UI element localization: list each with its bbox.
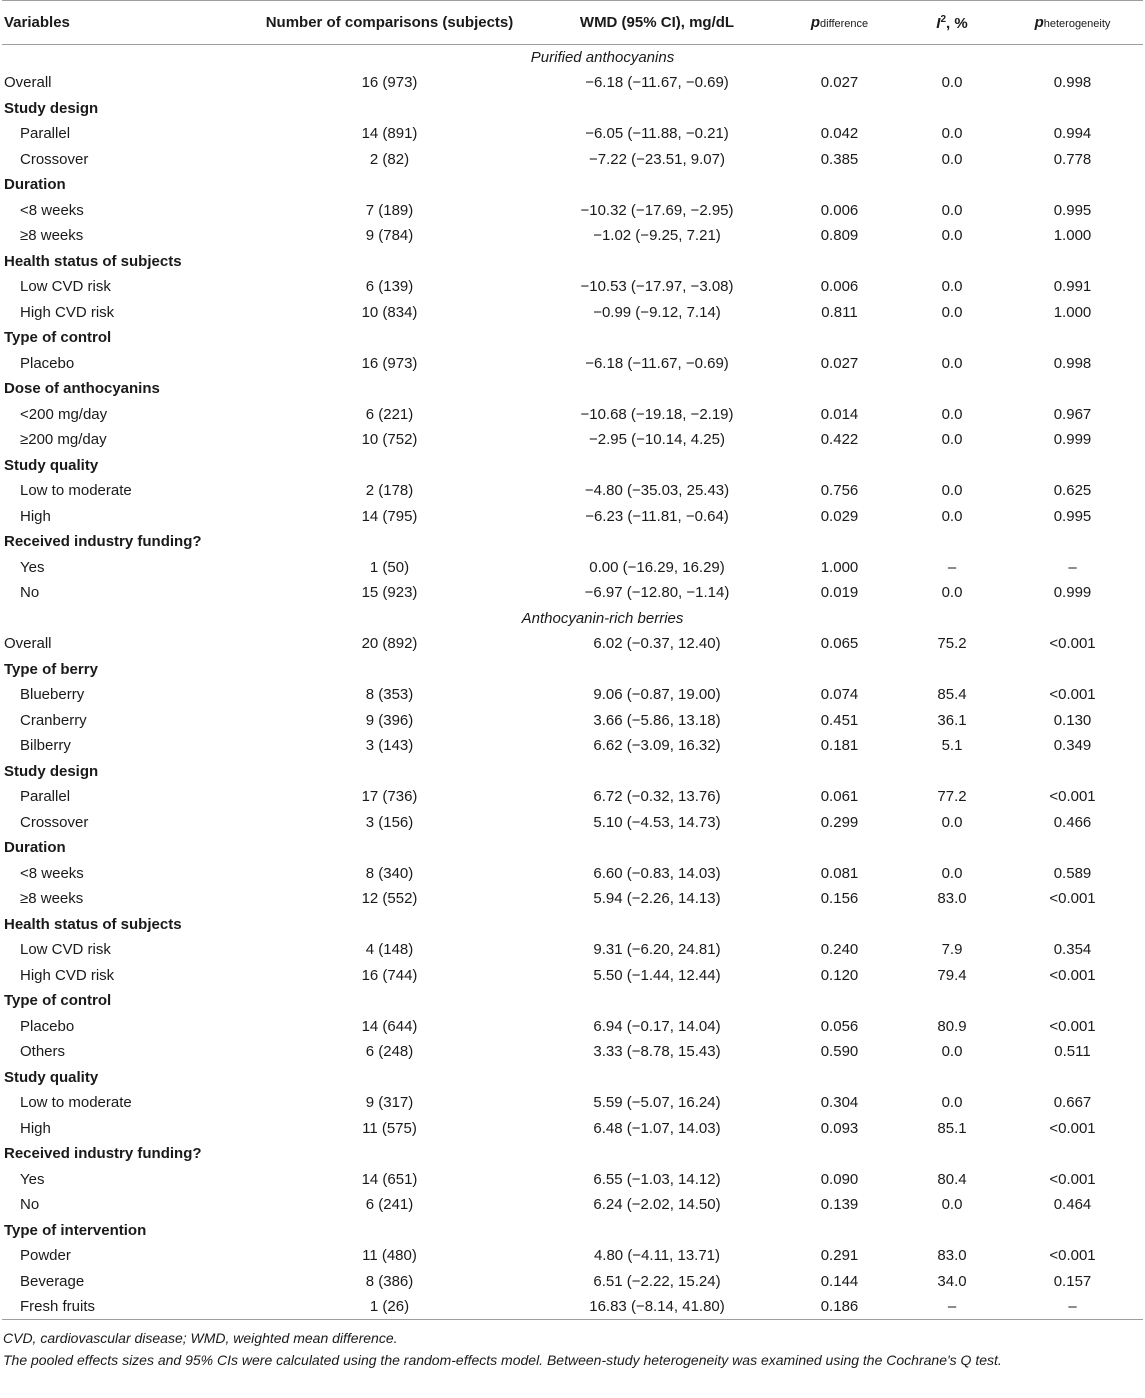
cell-i-squared: 80.9 [937, 1017, 967, 1035]
table-row [2, 478, 1143, 504]
cell-i-squared: 7.9 [941, 941, 963, 959]
cell-p-heterogeneity: 0.466 [1053, 813, 1092, 831]
cell-comparisons: 17 (736) [361, 788, 418, 806]
row-label: Yes [20, 558, 45, 576]
group-heading-row [2, 453, 1143, 479]
cell-comparisons: 9 (784) [365, 227, 414, 245]
cell-wmd: 16.83 (−8.14, 41.80) [589, 1298, 725, 1315]
group-heading-row [2, 325, 1143, 351]
cell-i-squared: 0.0 [941, 1094, 963, 1112]
cell-p-heterogeneity: 0.999 [1053, 584, 1092, 602]
cell-p-difference: 0.809 [820, 227, 859, 245]
row-label: High CVD risk [20, 303, 115, 321]
cell-p-difference: 0.090 [820, 1170, 859, 1188]
cell-wmd: −10.32 (−17.69, −2.95) [580, 201, 734, 219]
row-label: <200 mg/day [20, 405, 108, 423]
cell-p-difference: 0.061 [820, 788, 859, 806]
cell-i-squared: 80.4 [937, 1170, 967, 1188]
group-heading-row [2, 657, 1143, 683]
cell-wmd: 5.94 (−2.26, 14.13) [593, 890, 721, 908]
cell-p-difference: 0.811 [821, 303, 858, 321]
cell-comparisons: 4 (148) [365, 941, 414, 959]
row-label: Overall [4, 635, 52, 653]
row-label: Crossover [20, 150, 89, 168]
table-row [2, 631, 1143, 657]
table-row [2, 1294, 1143, 1320]
header-p-difference-subscript: difference [820, 18, 869, 30]
cell-comparisons: 6 (221) [365, 405, 414, 423]
group-heading: Received industry funding? [4, 1145, 202, 1163]
header-i-squared-superscript: 2 [940, 13, 947, 25]
cell-p-difference: 0.186 [820, 1298, 859, 1315]
cell-i-squared: 0.0 [941, 201, 963, 219]
cell-wmd: 6.94 (−0.17, 14.04) [593, 1017, 721, 1035]
cell-p-heterogeneity: – [1068, 1298, 1077, 1315]
row-label: <8 weeks [20, 201, 84, 219]
group-heading: Study quality [4, 1068, 99, 1086]
cell-p-difference: 0.056 [820, 1017, 859, 1035]
cell-wmd: 6.51 (−2.22, 15.24) [593, 1272, 721, 1290]
cell-i-squared: 85.4 [937, 686, 967, 704]
cell-comparisons: 2 (178) [365, 482, 414, 500]
cell-wmd: −6.05 (−11.88, −0.21) [585, 125, 729, 143]
header-i-squared-unit: , % [946, 14, 968, 32]
row-label: High CVD risk [20, 966, 115, 984]
table-row [2, 274, 1143, 300]
row-label: Low to moderate [20, 1094, 132, 1112]
table-row [2, 580, 1143, 606]
cell-comparisons: 8 (340) [365, 864, 414, 882]
cell-p-heterogeneity: <0.001 [1049, 890, 1096, 908]
row-label: No [20, 1196, 40, 1214]
cell-p-heterogeneity: <0.001 [1049, 966, 1096, 984]
group-heading-row [2, 912, 1143, 938]
cell-wmd: 0.00 (−16.29, 16.29) [589, 558, 725, 576]
section-heading: Anthocyanin-rich berries [521, 609, 684, 627]
cell-i-squared: 75.2 [937, 635, 967, 653]
row-label: ≥200 mg/day [20, 431, 107, 449]
header-wmd: WMD (95% CI), mg/dL [579, 14, 735, 31]
section-heading: Purified anthocyanins [530, 49, 675, 66]
cell-p-difference: 0.027 [820, 74, 859, 92]
cell-wmd: −6.23 (−11.81, −0.64) [585, 507, 729, 525]
footnote-abbreviations: CVD, cardiovascular disease; WMD, weighted mean difference. [3, 1330, 398, 1346]
cell-p-difference: 0.006 [820, 201, 859, 219]
cell-i-squared: 0.0 [941, 1043, 963, 1061]
cell-i-squared: 0.0 [941, 405, 963, 423]
cell-comparisons: 2 (82) [369, 150, 410, 168]
header-row [2, 1, 1143, 45]
cell-p-difference: 0.590 [820, 1043, 859, 1061]
cell-p-difference: 0.074 [820, 686, 859, 704]
cell-p-difference: 0.014 [820, 405, 859, 423]
cell-p-heterogeneity: 0.157 [1053, 1272, 1092, 1290]
table-row [2, 351, 1143, 377]
cell-comparisons: 14 (795) [361, 507, 418, 525]
header-p-heterogeneity [1002, 1, 1143, 45]
cell-comparisons: 6 (248) [365, 1043, 414, 1061]
row-label: Low to moderate [20, 482, 132, 500]
results-table [2, 0, 1143, 1320]
cell-p-heterogeneity: <0.001 [1049, 788, 1096, 806]
table-row [2, 1167, 1143, 1193]
cell-i-squared: 0.0 [941, 584, 963, 602]
cell-comparisons: 3 (143) [365, 737, 414, 755]
row-label: <8 weeks [20, 864, 84, 882]
cell-comparisons: 12 (552) [361, 890, 418, 908]
row-label: Crossover [20, 813, 89, 831]
cell-i-squared: 5.1 [941, 737, 963, 755]
group-heading: Dose of anthocyanins [4, 380, 160, 398]
cell-i-squared: 79.4 [937, 966, 967, 984]
cell-p-difference: 0.299 [820, 813, 859, 831]
cell-comparisons: 8 (353) [365, 686, 414, 704]
cell-comparisons: 6 (139) [365, 278, 414, 296]
cell-p-difference: 0.065 [820, 635, 859, 653]
table-row [2, 1116, 1143, 1142]
group-heading: Health status of subjects [4, 252, 182, 270]
cell-wmd: −0.99 (−9.12, 7.14) [593, 303, 721, 321]
table-row [2, 810, 1143, 836]
table-row [2, 682, 1143, 708]
group-heading: Received industry funding? [4, 533, 202, 551]
section-heading-row [2, 606, 1143, 632]
cell-p-heterogeneity: <0.001 [1049, 635, 1096, 653]
row-label: Placebo [20, 354, 75, 372]
cell-p-heterogeneity: 0.998 [1053, 74, 1092, 92]
cell-i-squared: 36.1 [937, 711, 967, 729]
cell-wmd: 4.80 (−4.11, 13.71) [593, 1247, 721, 1265]
cell-wmd: 6.60 (−0.83, 14.03) [593, 864, 721, 882]
table-row [2, 402, 1143, 428]
cell-i-squared: 0.0 [941, 227, 963, 245]
cell-wmd: 6.62 (−3.09, 16.32) [593, 737, 721, 755]
cell-p-difference: 0.042 [820, 125, 859, 143]
header-p-heterogeneity-subscript: heterogeneity [1043, 18, 1111, 30]
group-heading: Type of control [4, 329, 112, 347]
cell-p-heterogeneity: 0.778 [1053, 150, 1092, 168]
row-label: Low CVD risk [20, 941, 111, 959]
cell-p-difference: 0.144 [820, 1272, 859, 1290]
group-heading: Type of berry [4, 660, 98, 678]
row-label: Powder [20, 1247, 71, 1265]
header-comparisons: Number of comparisons (subjects) [265, 14, 514, 31]
group-heading-row [2, 988, 1143, 1014]
table-row [2, 300, 1143, 326]
cell-comparisons: 14 (644) [361, 1017, 418, 1035]
cell-i-squared: 0.0 [941, 1196, 963, 1214]
cell-p-difference: 0.139 [820, 1196, 859, 1214]
cell-comparisons: 20 (892) [361, 635, 418, 653]
cell-i-squared: – [947, 558, 957, 576]
group-heading-row [2, 835, 1143, 861]
row-label: ≥8 weeks [20, 890, 84, 908]
row-label: No [20, 584, 40, 602]
row-label: Parallel [20, 788, 71, 806]
cell-p-heterogeneity: 0.967 [1053, 405, 1092, 423]
group-heading-row [2, 759, 1143, 785]
table-header [2, 1, 1143, 45]
cell-i-squared: 0.0 [941, 864, 963, 882]
cell-comparisons: 1 (50) [369, 558, 410, 576]
table-row [2, 861, 1143, 887]
group-heading-row [2, 1218, 1143, 1244]
table-footnotes [3, 1320, 1145, 1371]
cell-wmd: −10.68 (−19.18, −2.19) [580, 405, 734, 423]
cell-i-squared: 0.0 [941, 507, 963, 525]
section-heading-row [2, 45, 1143, 71]
cell-wmd: −1.02 (−9.25, 7.21) [593, 227, 721, 245]
cell-wmd: −4.80 (−35.03, 25.43) [584, 482, 730, 500]
table-row [2, 555, 1143, 581]
cell-comparisons: 11 (480) [362, 1247, 417, 1265]
cell-p-heterogeneity: 0.589 [1053, 864, 1092, 882]
table-body [2, 45, 1143, 1320]
row-label: Bilberry [20, 737, 71, 755]
group-heading: Duration [4, 176, 66, 194]
cell-p-difference: 0.291 [820, 1247, 859, 1265]
row-label: High [20, 1119, 51, 1137]
cell-p-difference: 0.422 [820, 431, 859, 449]
table-row [2, 784, 1143, 810]
cell-i-squared: 0.0 [941, 278, 963, 296]
footnote-methods: The pooled effects sizes and 95% CIs were calculated using the random-effects model. Between-study heterogeneity was examined using the Cochrane's Q test. [3, 1352, 1002, 1368]
row-label: ≥8 weeks [20, 227, 84, 245]
group-heading-row [2, 529, 1143, 555]
table-row [2, 121, 1143, 147]
table-row [2, 886, 1143, 912]
table-row [2, 1014, 1143, 1040]
cell-p-difference: 0.029 [820, 507, 859, 525]
table-row [2, 198, 1143, 224]
cell-p-heterogeneity: 0.667 [1053, 1094, 1092, 1112]
cell-i-squared: 0.0 [941, 74, 963, 92]
table-row [2, 733, 1143, 759]
group-heading-row [2, 96, 1143, 122]
cell-wmd: −7.22 (−23.51, 9.07) [589, 150, 725, 168]
cell-wmd: −6.97 (−12.80, −1.14) [584, 584, 730, 602]
row-label: Parallel [20, 125, 71, 143]
cell-i-squared: 83.0 [937, 1247, 967, 1265]
cell-p-heterogeneity: <0.001 [1049, 1119, 1096, 1137]
cell-i-squared: 0.0 [941, 150, 963, 168]
cell-comparisons: 14 (891) [361, 125, 418, 143]
cell-i-squared: 83.0 [937, 890, 967, 908]
group-heading: Type of control [4, 992, 112, 1010]
cell-p-heterogeneity: <0.001 [1049, 1017, 1096, 1035]
cell-p-heterogeneity: 0.511 [1054, 1043, 1091, 1061]
cell-comparisons: 10 (834) [361, 303, 418, 321]
cell-wmd: 9.06 (−0.87, 19.00) [593, 686, 721, 704]
cell-i-squared: 0.0 [941, 303, 963, 321]
cell-wmd: 3.66 (−5.86, 13.18) [593, 711, 721, 729]
cell-p-difference: 0.451 [820, 711, 859, 729]
cell-p-heterogeneity: 0.998 [1053, 354, 1092, 372]
cell-comparisons: 10 (752) [361, 431, 418, 449]
table-row [2, 937, 1143, 963]
cell-comparisons: 16 (973) [361, 354, 418, 372]
group-heading-row [2, 249, 1143, 275]
cell-wmd: −6.18 (−11.67, −0.69) [585, 74, 729, 92]
cell-p-difference: 0.120 [820, 966, 859, 984]
cell-i-squared: 0.0 [941, 354, 963, 372]
cell-p-heterogeneity: 0.464 [1053, 1196, 1092, 1214]
cell-p-heterogeneity: 0.625 [1053, 482, 1092, 500]
cell-i-squared: 0.0 [941, 125, 963, 143]
cell-i-squared: – [947, 1298, 957, 1315]
cell-comparisons: 16 (744) [361, 966, 418, 984]
cell-p-difference: 0.081 [820, 864, 859, 882]
row-label: Beverage [20, 1272, 85, 1290]
cell-comparisons: 9 (317) [365, 1094, 414, 1112]
table-row [2, 1243, 1143, 1269]
group-heading: Study quality [4, 456, 99, 474]
group-heading: Study design [4, 762, 99, 780]
row-label: Fresh fruits [20, 1298, 96, 1315]
cell-p-difference: 0.385 [820, 150, 859, 168]
cell-i-squared: 85.1 [937, 1119, 967, 1137]
table-row [2, 708, 1143, 734]
row-label: Low CVD risk [20, 278, 111, 296]
table-row [2, 504, 1143, 530]
cell-p-difference: 0.181 [820, 737, 859, 755]
cell-p-heterogeneity: 0.349 [1053, 737, 1092, 755]
cell-comparisons: 15 (923) [361, 584, 418, 602]
cell-comparisons: 11 (575) [362, 1119, 417, 1137]
table-row [2, 963, 1143, 989]
cell-p-heterogeneity: 1.000 [1053, 303, 1092, 321]
cell-p-heterogeneity: <0.001 [1049, 1170, 1096, 1188]
row-label: Placebo [20, 1017, 75, 1035]
cell-p-difference: 0.304 [820, 1094, 859, 1112]
row-label: Others [20, 1043, 66, 1061]
cell-wmd: 5.59 (−5.07, 16.24) [593, 1094, 721, 1112]
cell-wmd: 9.31 (−6.20, 24.81) [593, 941, 721, 959]
group-heading-row [2, 172, 1143, 198]
group-heading-row [2, 376, 1143, 402]
row-label: Blueberry [20, 686, 85, 704]
row-label: Yes [20, 1170, 45, 1188]
cell-i-squared: 34.0 [937, 1272, 967, 1290]
cell-p-heterogeneity: 0.995 [1053, 201, 1092, 219]
header-i-squared-symbol: I [936, 14, 941, 32]
row-label: High [20, 507, 51, 525]
cell-p-difference: 0.240 [820, 941, 859, 959]
cell-wmd: 6.55 (−1.03, 14.12) [593, 1170, 721, 1188]
cell-comparisons: 6 (241) [365, 1196, 414, 1214]
cell-p-heterogeneity: 0.994 [1053, 125, 1092, 143]
cell-p-heterogeneity: – [1068, 558, 1077, 576]
cell-comparisons: 7 (189) [365, 201, 414, 219]
cell-p-difference: 0.006 [820, 278, 859, 296]
header-i-squared [902, 1, 1002, 45]
header-p-difference [777, 1, 902, 45]
table-row [2, 70, 1143, 96]
cell-i-squared: 0.0 [941, 482, 963, 500]
cell-p-difference: 0.027 [820, 354, 859, 372]
group-heading: Study design [4, 99, 99, 117]
cell-comparisons: 1 (26) [369, 1298, 410, 1315]
cell-wmd: 3.33 (−8.78, 15.43) [593, 1043, 721, 1061]
row-label: Overall [4, 74, 52, 92]
cell-p-heterogeneity: <0.001 [1049, 686, 1096, 704]
header-variables: Variables [4, 14, 70, 31]
table-row [2, 1269, 1143, 1295]
cell-p-heterogeneity: 0.354 [1053, 941, 1092, 959]
group-heading-row [2, 1141, 1143, 1167]
cell-p-difference: 0.019 [820, 584, 859, 602]
cell-comparisons: 8 (386) [365, 1272, 414, 1290]
header-p-difference-symbol: p [810, 14, 821, 31]
row-label: Cranberry [20, 711, 87, 729]
cell-wmd: 6.48 (−1.07, 14.03) [593, 1119, 721, 1137]
cell-i-squared: 77.2 [937, 788, 967, 806]
cell-wmd: 6.24 (−2.02, 14.50) [593, 1196, 721, 1214]
cell-wmd: −6.18 (−11.67, −0.69) [585, 354, 729, 372]
cell-p-difference: 0.756 [820, 482, 859, 500]
table-row [2, 1192, 1143, 1218]
cell-p-heterogeneity: <0.001 [1049, 1247, 1096, 1265]
table-row [2, 223, 1143, 249]
cell-wmd: −2.95 (−10.14, 4.25) [589, 431, 725, 449]
cell-p-heterogeneity: 0.999 [1053, 431, 1092, 449]
group-heading: Type of intervention [4, 1221, 147, 1239]
cell-comparisons: 9 (396) [365, 711, 414, 729]
group-heading-row [2, 1065, 1143, 1091]
header-p-heterogeneity-symbol: p [1034, 14, 1044, 31]
cell-p-heterogeneity: 0.991 [1053, 278, 1092, 296]
cell-wmd: 6.72 (−0.32, 13.76) [593, 788, 721, 806]
group-heading: Duration [4, 839, 66, 857]
cell-comparisons: 16 (973) [361, 74, 418, 92]
group-heading: Health status of subjects [4, 915, 182, 933]
cell-p-difference: 0.156 [820, 890, 859, 908]
cell-comparisons: 3 (156) [365, 813, 414, 831]
cell-wmd: 6.02 (−0.37, 12.40) [593, 635, 721, 653]
cell-wmd: 5.10 (−4.53, 14.73) [593, 813, 721, 831]
cell-p-heterogeneity: 0.995 [1053, 507, 1092, 525]
table-row [2, 1039, 1143, 1065]
cell-p-difference: 1.000 [820, 558, 859, 576]
cell-wmd: −10.53 (−17.97, −3.08) [580, 278, 734, 296]
cell-i-squared: 0.0 [941, 813, 963, 831]
table-row [2, 1090, 1143, 1116]
cell-p-difference: 0.093 [820, 1119, 859, 1137]
table-row [2, 427, 1143, 453]
cell-p-heterogeneity: 0.130 [1053, 711, 1092, 729]
table-row [2, 147, 1143, 173]
cell-i-squared: 0.0 [941, 431, 963, 449]
cell-wmd: 5.50 (−1.44, 12.44) [593, 966, 721, 984]
cell-p-heterogeneity: 1.000 [1053, 227, 1092, 245]
cell-comparisons: 14 (651) [361, 1170, 418, 1188]
